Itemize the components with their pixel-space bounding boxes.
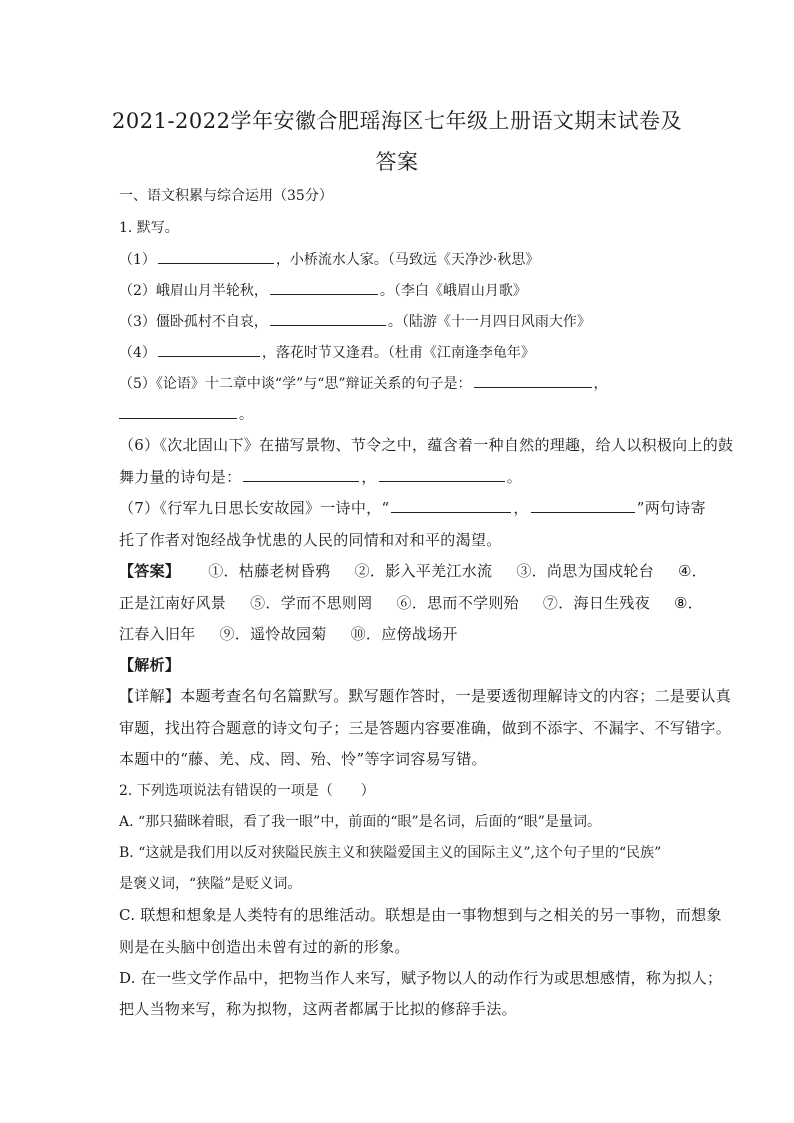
item-text: 僵卧孤村不自哀， [155,314,268,330]
item-text: ， [361,468,377,486]
q1-item-7 [119,498,706,518]
answer-blank [531,498,635,513]
answer-blank [119,404,237,419]
item-text: ，小桥流水人家。（马致远《天净沙·秋思》 [275,252,540,268]
q1-item-4 [119,342,535,363]
item-text: 峨眉山月半轮秋， [155,283,268,299]
page-title: 2021-2022学年安徽合肥瑶海区七年级上册语文期末试卷及 [112,109,682,133]
answer-blank [158,342,260,357]
answer-blank [270,311,386,326]
item-text: ，落花时节又逢君。（杜甫《江南逢李龟年》 [261,345,535,361]
item-number: （2） [119,283,156,299]
option-d-cont: 把人当物来写，称为拟物，这两者都属于比拟的修辞手法。 [119,1000,517,1018]
item-number: （4） [119,345,156,361]
q1-item-7-cont: 托了作者对饱经战争忧患的人民的同情和对和平的渴望。 [119,531,502,549]
q1-item-3 [119,311,591,332]
answer-item: ②．影入平羌江水流 [354,562,493,580]
q1-item-1 [119,249,539,270]
answer-blank [270,280,378,295]
option-d: D. 在一些文学作品中，把物当作人来写，赋予物以人的动作行为或思想感情，称为拟人； [119,969,723,987]
q1-item-2 [119,280,527,301]
question-1-stem: 1. 默写。 [119,220,179,236]
answer-item: ③．尚思为国戍轮台 [516,562,655,580]
answer-label: 【答案】 [119,562,181,580]
detail-line-2: 审题，找出符合题意的诗文句子；三是答题内容要准确，做到不添字、不漏字、不写错字。 [119,719,732,737]
item-text: ”两句诗寄 [636,499,706,517]
answer-item: ⑧． [674,594,704,612]
answer-blank [379,467,505,482]
option-b: B. “这就是我们用以反对狭隘民族主义和狭隘爱国主义的国际主义”,这个句子里的“民族” [119,845,662,861]
answer-item: ④． [678,562,708,580]
answer-item: ⑩．应傍战场开 [350,625,458,643]
item-text: 。（陆游《十一月四日风雨大作》 [387,314,591,330]
option-b-cont: 是褒义词，“狭隘”是贬义词。 [119,876,302,892]
item-text: （5）《论语》十二章中谈“学”与“思”辩证关系的句子是： [119,376,472,392]
answer-item: ⑦．海日生残夜 [542,594,651,612]
item-text: ， [593,376,608,392]
q1-item-6: （6）《次北固山下》在描写景物、节令之中，蕴含着一种自然的理趣，给人以积极向上的鼓 [119,436,734,454]
answer-blank [474,373,592,388]
answer-item: ⑤．学而不思则罔 [250,594,373,612]
section-heading: 一、语文积累与综合运用（35分） [119,188,333,204]
q1-item-6-cont [119,467,522,487]
item-text: 舞力量的诗句是： [119,468,242,486]
answer-line-1 [119,561,707,581]
answer-item: ⑥．思而不学则殆 [396,594,519,612]
answer-item: 江春入旧年 [119,625,196,643]
answer-line-2 [119,593,703,613]
item-text: ， [513,499,529,517]
answer-item: ①．枯藤老树昏鸦 [208,562,331,580]
answer-item: 正是江南好风景 [119,594,227,612]
item-text: 。 [239,407,253,423]
option-c-cont: 则是在头脑中创造出未曾有过的新的形象。 [119,938,410,956]
detail-line-1: 【详解】本题考查名句名篇默写。默写题作答时，一是要透彻理解诗文的内容；二是要认真 [119,687,732,705]
page-title-continued: 答案 [375,150,419,174]
item-number: （1） [119,252,156,268]
item-text: 。（李白《峨眉山月歌》 [379,283,527,299]
item-number: （3） [119,314,156,330]
question-2-stem: 2. 下列选项说法有错误的一项是（ ） [119,783,375,799]
answer-item: ⑨．遥怜故园菊 [219,625,327,643]
answer-line-3 [119,624,458,644]
analysis-label: 【解析】 [119,656,181,674]
item-text: 。 [506,468,523,486]
answer-blank [158,249,274,264]
q1-item-5 [119,373,608,394]
option-c: C. 联想和想象是人类特有的思维活动。联想是由一事物想到与之相关的另一事物，而想象 [119,906,722,924]
item-text: （7）《行军九日思长安故园》一诗中，“ [119,499,390,517]
option-a: A. “那只猫眯着眼，看了我一眼”中，前面的“眼”是名词，后面的“眼”是量词。 [119,814,601,830]
detail-line-3: 本题中的“藤、羌、戍、罔、殆、怜”等字词容易写错。 [119,750,487,768]
answer-blank [243,467,359,482]
answer-blank [391,498,511,513]
q1-item-5-cont [119,404,253,425]
